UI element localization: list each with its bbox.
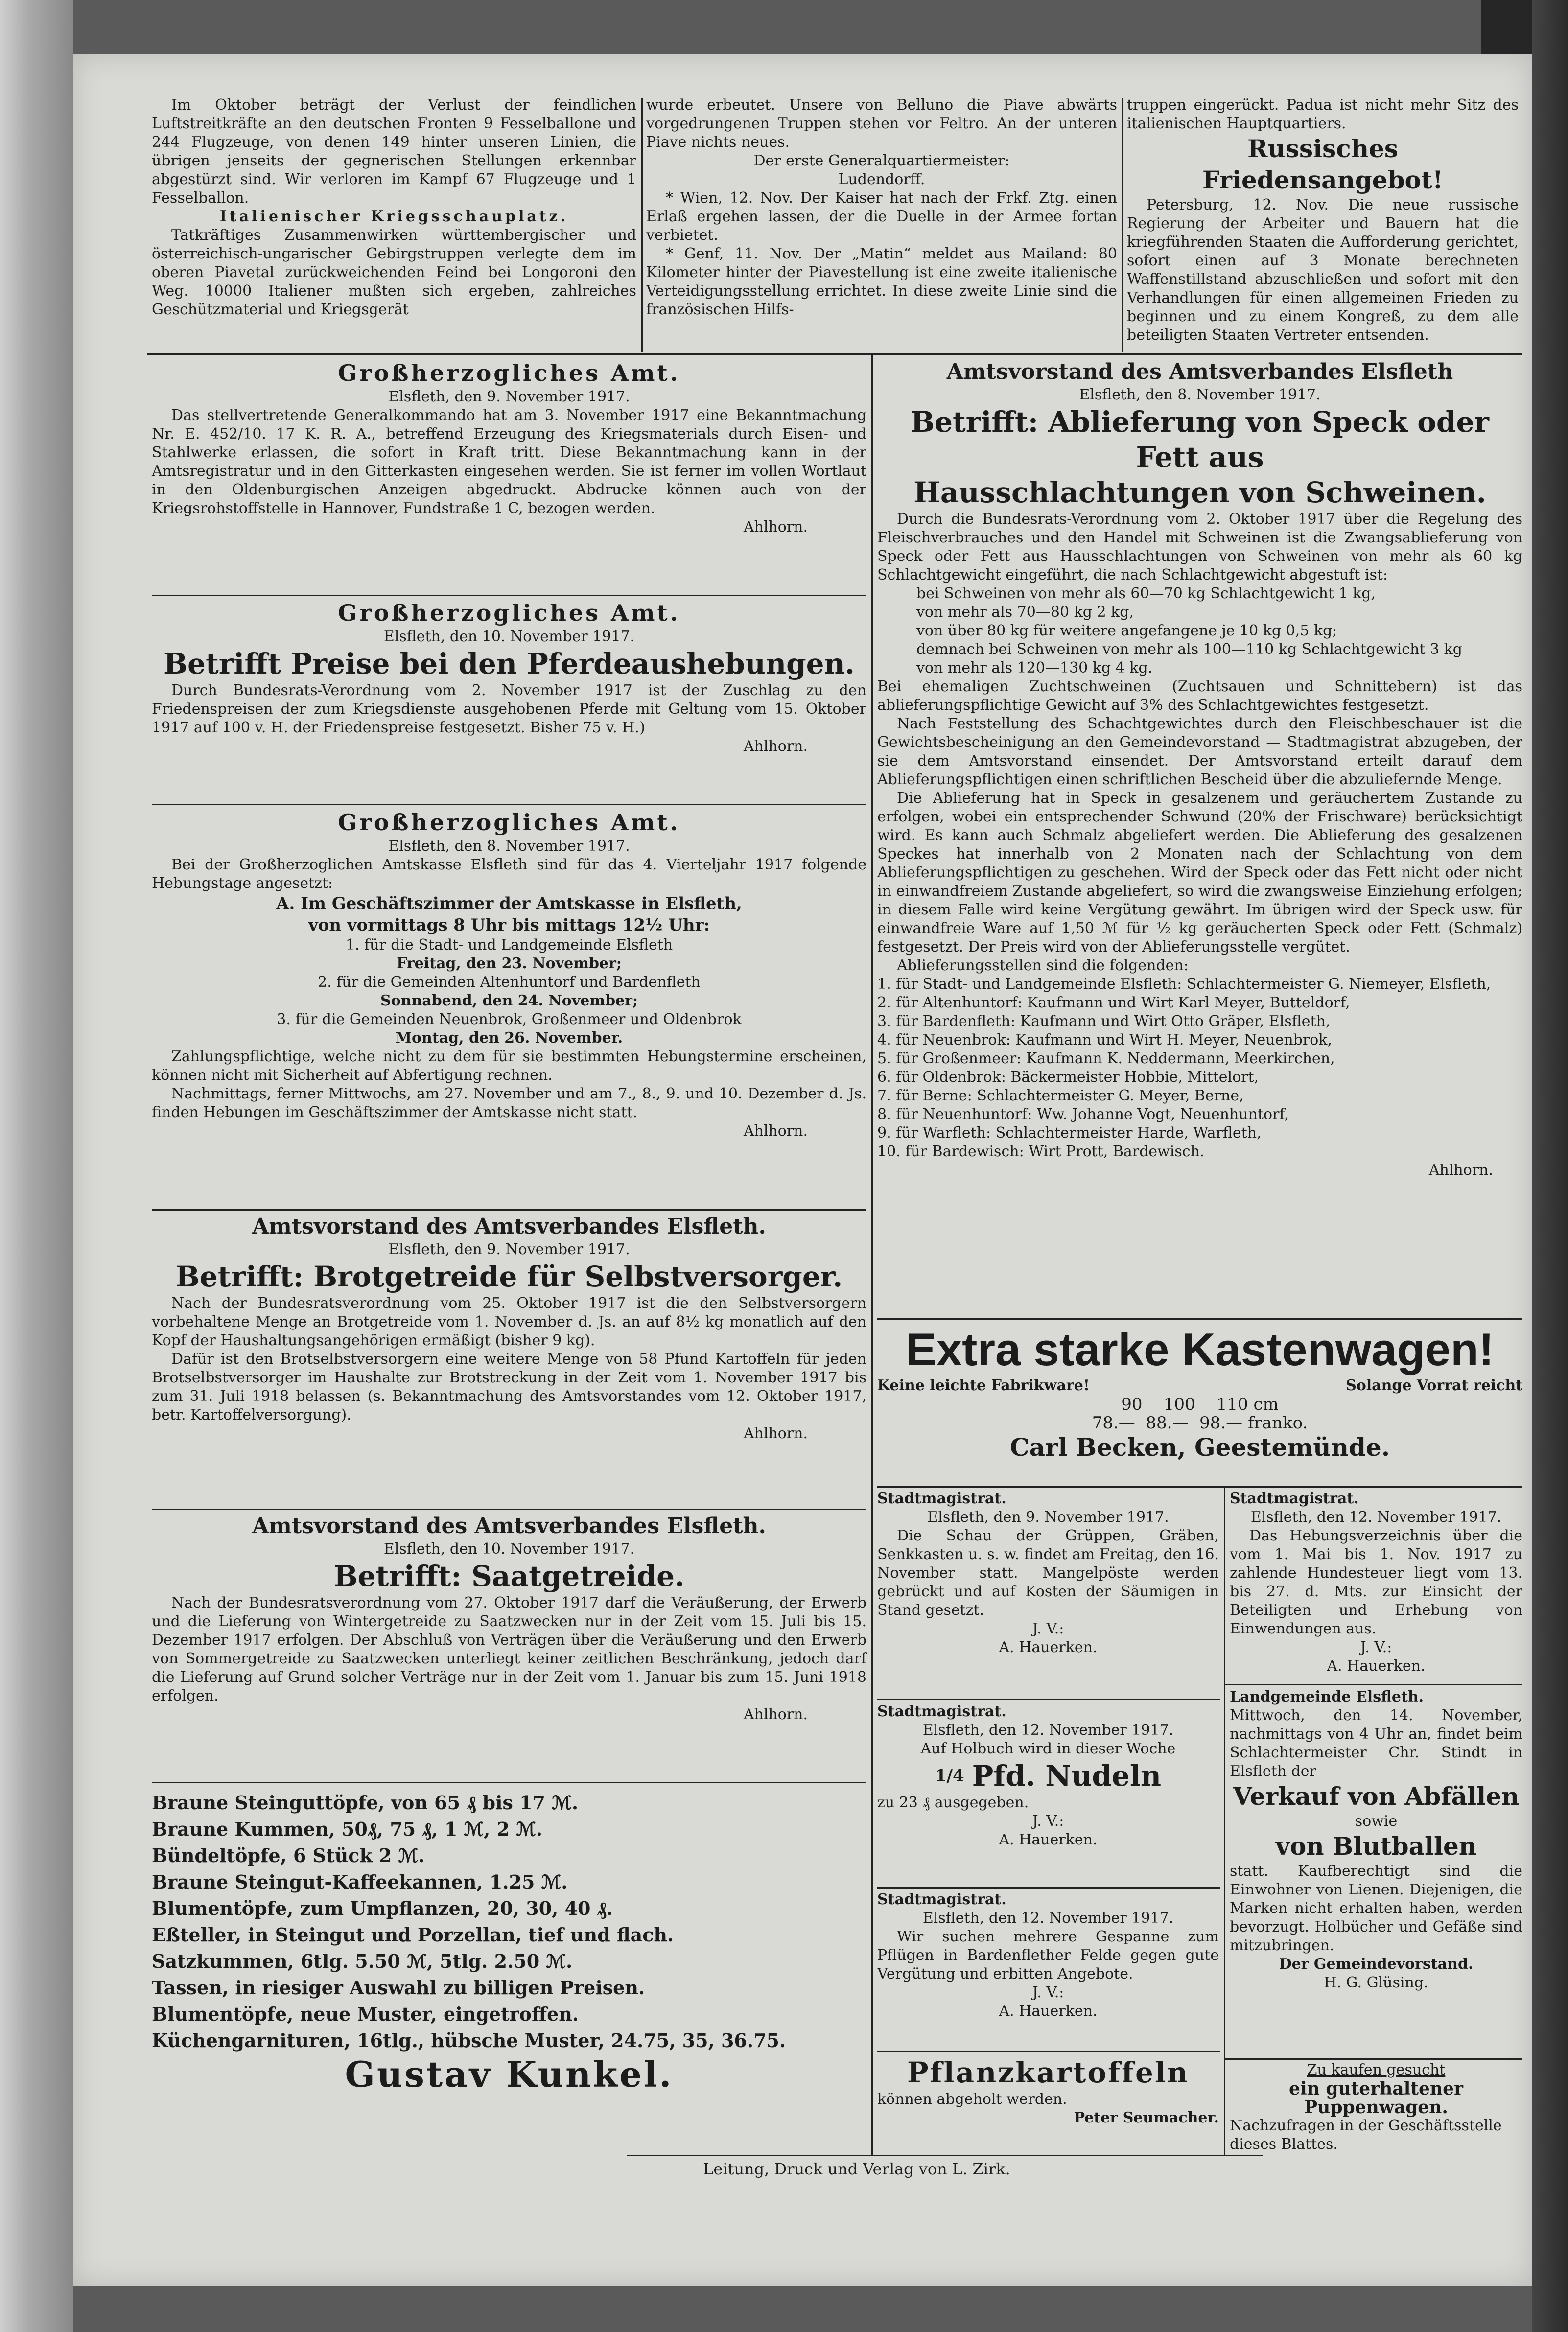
notice-text: Das stellvertretende Generalkommando hat am 3. November 1917 eine Bekanntmachung Nr. E. 452/10. 17 K. R. A., betreffend Erzeugung des Kriegsmaterials durch Eisen- und Stahlwerke erlassen, die sofort in Kraft tritt. Diese Bekanntmachung kann in der Amtsregistratur und in den Gitterkasten eingesehen werden. Sie ist ferner im vollen Wortlaut in den Oldenburgischen Anzeigen abgedruckt. Abdrucke können auch von der Kriegsrohstoffstelle in Hannover, Fundstraße 1 C, bezogen werden. — [152, 407, 866, 517]
notice-signature: J. V.: — [1032, 1813, 1064, 1830]
ad-tagline: Keine leichte Fabrikware! — [877, 1377, 1090, 1394]
notice-signature: Ahlhorn. — [1428, 1162, 1493, 1179]
notice-heading: Großherzogliches Amt. — [338, 360, 680, 386]
scale-item: von mehr als 70—80 kg 2 kg, — [916, 604, 1134, 621]
horizontal-rule — [152, 1209, 866, 1211]
notice-title: Pfd. Nudeln — [972, 1759, 1162, 1793]
notice-date: Elsfleth, den 10. November 1917. — [383, 1540, 635, 1558]
notice-date: Elsfleth, den 8. November 1917. — [388, 838, 630, 855]
horizontal-rule — [877, 2051, 1220, 2052]
footer-imprint: Leitung, Druck und Verlag von L. Zirk. — [703, 2160, 1010, 2178]
notice-date: Elsfleth, den 12. November 1917. — [1250, 1509, 1502, 1526]
horizontal-rule — [152, 1782, 866, 1783]
horizontal-rule — [147, 353, 1522, 355]
notice-title: Verkauf von Abfällen — [1233, 1782, 1520, 1811]
notice-date-item: Montag, den 26. November. — [395, 1029, 623, 1047]
ad-name: Peter Seumacher. — [1074, 2109, 1219, 2126]
notice-text: Die Schau der Grüppen, Gräben, Senkkasten u. s. w. findet am Freitag, den 16. November statt. Mangelpöste werden gebrückt und auf Kosten der Säumigen in Stand gesetzt. — [877, 1527, 1219, 1619]
scale-item: demnach bei Schweinen von mehr als 100—110 kg Schlachtgewicht 3 kg — [916, 641, 1462, 658]
next-page-edge — [1532, 0, 1568, 2332]
notice-signature: Ahlhorn. — [743, 738, 808, 755]
notice-saatgetreide — [152, 1513, 866, 1724]
notice-item: 2. für die Gemeinden Altenhuntorf und Bardenfleth — [318, 974, 701, 991]
notice-heading: Landgemeinde Elsfleth. — [1230, 1688, 1424, 1705]
notice-text: Auf Holbuch wird in dieser Woche — [920, 1740, 1176, 1757]
horizontal-rule — [152, 595, 866, 596]
horizontal-rule — [152, 1509, 866, 1510]
notice-text: Nachmittags, ferner Mittwochs, am 27. November und am 7., 8., 9. und 10. Dezember d. Js. finden Hebungen im Geschäftszimmer der Amtskasse nicht statt. — [152, 1085, 866, 1121]
notice-signature: A. Hauerken. — [999, 1831, 1098, 1848]
notice-signature: A. Hauerken. — [999, 1639, 1098, 1656]
horizontal-rule — [877, 1887, 1220, 1889]
notice-text: Nach Feststellung des Schachtgewichtes durch den Fleischbeschauer ist die Gewichtsbescheinigung an den Gemeindevorstand — Stadtmagistrat abzugeben, der sie dem Amtsvorstand einsendet. Der Amtsvorstand erteilt darauf dem Ablieferungspflichtigen einen schriftlichen Bescheid über die abzuliefernde Menge. — [877, 715, 1522, 788]
notice-text: Bei ehemaligen Zuchtschweinen (Zuchtsauen und Schnittebern) ist das ablieferungspflichtige Gewicht auf 3% des Schlachtgewichtes festgesetzt. — [877, 678, 1522, 714]
ad-title: Extra starke Kastenwagen! — [906, 1324, 1494, 1375]
ad-tagline-row — [877, 1376, 1522, 1395]
notice-text: Ablieferungsstellen sind die folgenden: — [897, 957, 1189, 974]
notice-date: Elsfleth, den 9. November 1917. — [388, 388, 630, 405]
ad-line: Blumentöpfe, neue Muster, eingetroffen. — [152, 2003, 579, 2025]
ad-line: Eßteller, in Steingut und Porzellan, tief und flach. — [152, 1924, 674, 1946]
notice-nudeln — [877, 1702, 1219, 1849]
column-divider — [1224, 1486, 1225, 2156]
notice-heading: Großherzogliches Amt. — [338, 600, 680, 626]
notice-gespanne — [877, 1890, 1219, 2021]
place-item: 4. für Neuenbrok: Kaufmann und Wirt H. Meyer, Neuenbrok, — [877, 1031, 1332, 1049]
place-item: 6. für Oldenbrok: Bäckermeister Hobbie, Mittelort, — [877, 1069, 1259, 1086]
notice-hundesteuer — [1230, 1490, 1522, 1676]
notice-date: Elsfleth, den 12. November 1917. — [922, 1722, 1174, 1739]
ad-line: Küchengarnituren, 16tlg., hübsche Muster, 24.75, 35, 36.75. — [152, 2029, 786, 2052]
notice-text: Durch Bundesrats-Verordnung vom 2. November 1917 ist der Zuschlag zu den Friedenspreisen der zum Kriegsdienste ausgehobenen Pferde mit Geltung vom 15. Oktober 1917 auf 100 v. H. der Friedenspreise festgesetzt. Bisher 75 v. H.) — [152, 682, 866, 736]
fraction: 1/4 — [935, 1766, 964, 1786]
notice-text: Nach der Bundesratsverordnung vom 25. Oktober 1917 ist die den Selbstversorgern vorbehaltene Menge an Brotgetreide vom 1. November d. Js. an auf 8½ kg monatlich auf den Kopf der Haushaltungsangehörigen ermäßigt (bisher 9 kg). — [152, 1295, 866, 1349]
signature-name: Ludendorff. — [838, 171, 925, 188]
notice-text: statt. Kaufberechtigt sind die Einwohner von Lienen. Diejenigen, die Marken nicht erhalten haben, werden bevorzugt. Holbücher und Gefäße sind mitzubringen. — [1230, 1863, 1522, 1954]
article-text: wurde erbeutet. Unsere von Belluno die Piave abwärts vorgedrungenen Truppen stehen vor Feltro. An der unteren Piave nichts neues. — [646, 96, 1117, 151]
notice-text: Bei der Großherzoglichen Amtskasse Elsfleth sind für das 4. Vierteljahr 1917 folgende Hebungstage angesetzt: — [152, 856, 866, 892]
notice-signature: J. V.: — [1360, 1639, 1392, 1656]
ad-line: Braune Kummen, 50₰, 75 ₰, 1 ℳ, 2 ℳ. — [152, 1818, 543, 1840]
horizontal-rule — [877, 1699, 1220, 1700]
notice-text: sowie — [1355, 1813, 1398, 1830]
notice-title: Hausschlachtungen von Schweinen. — [913, 476, 1486, 509]
notice-heading: Großherzogliches Amt. — [338, 809, 680, 836]
ad-line: Bündeltöpfe, 6 Stück 2 ℳ. — [152, 1844, 425, 1866]
notice-grueppen — [877, 1490, 1219, 1657]
notice-heading: Amtsvorstand des Amtsverbandes Elsfleth — [946, 359, 1453, 384]
notice-title: von Blutballen — [1275, 1832, 1477, 1861]
notice-date: Elsfleth, den 12. November 1917. — [922, 1910, 1174, 1927]
notice-item: 1. für die Stadt- und Landgemeinde Elsfleth — [345, 936, 673, 954]
notice-text: zu 23 ₰ ausgegeben. — [877, 1794, 1029, 1811]
notice-brotgetreide — [152, 1213, 866, 1443]
notice-item: 3. für die Gemeinden Neuenbrok, Großenmeer und Oldenbrok — [277, 1011, 742, 1028]
scale-item: bei Schweinen von mehr als 60—70 kg Schlachtgewicht 1 kg, — [916, 585, 1376, 602]
notice-heading: Amtsvorstand des Amtsverbandes Elsfleth. — [252, 1514, 766, 1539]
column-divider — [1122, 98, 1123, 352]
notice-heading: Amtsvorstand des Amtsverbandes Elsfleth. — [252, 1214, 766, 1239]
article-luftstreitkraefte — [152, 96, 636, 319]
ad-line: Satzkummen, 6tlg. 5.50 ℳ, 5tlg. 2.50 ℳ. — [152, 1950, 573, 1972]
place-item: 7. für Berne: Schlachtermeister G. Meyer, Berne, — [877, 1087, 1244, 1104]
article-text: Im Oktober beträgt der Verlust der feindlichen Luftstreitkräfte an den deutschen Fronten 9 Fesselballone und 244 Flugzeuge, von denen 149 hinter unseren Linien, die übrigen jenseits der gegnerischen Stellungen erkennbar abgestürzt sind. Wir verloren im Kampf 67 Flugzeuge und 1 Fesselballon. — [152, 96, 636, 207]
ad-prices: 78.— 88.— 98.— franko. — [1092, 1413, 1308, 1433]
notice-pferdeaushebungen — [152, 598, 866, 756]
scale-item: von über 80 kg für weitere angefangene je 10 kg 0,5 kg; — [916, 622, 1337, 639]
ad-line: Tassen, in riesiger Auswahl zu billigen Preisen. — [152, 1977, 645, 1999]
notice-signature: H. G. Glüsing. — [1324, 1974, 1428, 1991]
notice-signature: A. Hauerken. — [1327, 1657, 1426, 1675]
ad-line: Braune Steinguttöpfe, von 65 ₰ bis 17 ℳ. — [152, 1792, 579, 1814]
notice-text: Dafür ist den Brotselbstversorgern eine weitere Menge von 58 Pfund Kartoffeln für jeden Brotselbstversorger im Haushalte zur Brotstreckung in der Zeit vom 1. November 1917 bis zum 31. Juli 1918 belassen (s. Bekanntmachung des Amtsvorstandes vom 12. Oktober 1917, betr. Kartoffelversorgung). — [152, 1351, 866, 1423]
article-heading: Italienischer Kriegsschauplatz. — [219, 208, 569, 225]
notice-heading: Stadtmagistrat. — [877, 1891, 1006, 1908]
notice-heading: Stadtmagistrat. — [1230, 1490, 1359, 1507]
scale-item: von mehr als 120—130 kg 4 kg. — [916, 659, 1153, 676]
signature-title: Der erste Generalquartiermeister: — [753, 152, 1010, 169]
ad-name: Gustav Kunkel. — [345, 2053, 674, 2095]
notice-text: Die Ablieferung hat in Speck in gesalzenem und geräuchertem Zustande zu erfolgen, wobei ein entsprechender Schwund (20% der Frischware) berücksichtigt wird. Es kann auch Schmalz abgeliefert werden. Die Ablieferung des gesalzenen Speckes hat innerhalb von 2 Monaten nach der Schlachtung von dem Ablieferungspflichtigen zu geschehen. Wird der Speck oder das Fett nicht oder nicht in einwandfreiem Zustande abgeliefert, so wird die zwangsweise Einziehung erfolgen; in diesem Falle wird keine Vergütung gewährt. Im übrigen wird der Speck usw. für einwandfreie Ware auf 1,50 ℳ für ½ kg geräucherten Speck oder Fett (Schmalz) festgesetzt. Der Preis wird von der Ablieferungsstelle vergütet. — [877, 790, 1522, 956]
column-divider — [641, 98, 643, 352]
place-item: 5. für Großenmeer: Kaufmann K. Neddermann, Meerkirchen, — [877, 1050, 1335, 1067]
footer-rule — [627, 2155, 1263, 2156]
horizontal-rule — [877, 1318, 1522, 1320]
notice-date-item: Freitag, den 23. November; — [397, 955, 622, 972]
notice-title: Betrifft: Brotgetreide für Selbstversorger. — [175, 1260, 843, 1293]
notice-text: Zahlungspflichtige, welche nicht zu dem für sie bestimmten Hebungstermine erscheinen, können nicht mit Sicherheit auf Abfertigung rechnen. — [152, 1048, 866, 1084]
place-item: 2. für Altenhuntorf: Kaufmann und Wirt Karl Meyer, Butteldorf, — [877, 994, 1350, 1011]
notice-signature: J. V.: — [1032, 1984, 1064, 2001]
column-divider — [871, 353, 873, 2155]
ad-title: ein guterhaltener Puppenwagen. — [1289, 2078, 1463, 2118]
notice-date: Elsfleth, den 8. November 1917. — [1079, 386, 1321, 403]
ad-tagline: Solange Vorrat reicht — [1346, 1377, 1522, 1394]
notice-signature: Ahlhorn. — [743, 518, 808, 536]
notice-hebungstage — [152, 808, 866, 1141]
notice-text: Wir suchen mehrere Gespanne zum Pflügen in Bardenflether Felde gegen gute Vergütung und erbitten Angebote. — [877, 1928, 1219, 1982]
horizontal-rule — [877, 1486, 1522, 1488]
notice-text: Mittwoch, den 14. November, nachmittags von 4 Uhr an, findet beim Schlachtermeister Chr. Stindt in Elsfleth der — [1230, 1707, 1522, 1780]
notice-date: Elsfleth, den 9. November 1917. — [927, 1509, 1169, 1526]
article-text: truppen eingerückt. Padua ist nicht mehr Sitz des italienischen Hauptquartiers. — [1127, 96, 1519, 132]
place-item: 3. für Bardenfleth: Kaufmann und Wirt Otto Gräper, Elsfleth, — [877, 1013, 1331, 1030]
notice-title: Betrifft: Ablieferung von Speck oder Fett aus — [911, 405, 1489, 474]
notice-subheading: A. Im Geschäftszimmer der Amtskasse in Elsfleth, — [276, 894, 742, 913]
book-spine — [0, 0, 73, 2332]
notice-signature: J. V.: — [1032, 1620, 1064, 1637]
notice-subheading: von vormittags 8 Uhr bis mittags 12½ Uhr: — [308, 915, 710, 935]
article-title: Russisches Friedensangebot! — [1202, 134, 1443, 194]
ad-line: Braune Steingut-Kaffeekannen, 1.25 ℳ. — [152, 1871, 568, 1893]
notice-text: Das Hebungsverzeichnis über die vom 1. Mai bis 1. Nov. 1917 zu zahlende Hundesteuer liegt vom 13. bis 27. d. Mts. zur Einsicht der Beteiligten und Erhebung von Einwendungen aus. — [1230, 1527, 1522, 1637]
notice-signature: A. Hauerken. — [999, 2003, 1098, 2020]
ad-sizes: 90 100 110 cm — [1121, 1395, 1279, 1414]
notice-title: Betrifft: Saatgetreide. — [333, 1560, 685, 1593]
place-item: 9. für Warfleth: Schlachtermeister Harde, Warfleth, — [877, 1124, 1262, 1142]
article-friedensangebot — [1127, 96, 1519, 345]
notice-text: Durch die Bundesrats-Verordnung vom 2. Oktober 1917 über die Regelung des Fleischverbrauches und den Handel mit Schweinen ist die Zwangsablieferung von Speck oder Fett aus Hausschlachtungen von Schweinen von mehr als 60 kg Schlachtgewicht eingeführt, die nach Schlachtgewicht abgestuft ist: — [877, 511, 1522, 583]
horizontal-rule — [1225, 2058, 1522, 2060]
notice-heading: Stadtmagistrat. — [877, 1490, 1006, 1507]
horizontal-rule — [1225, 1684, 1522, 1685]
notice-date-item: Sonnabend, den 24. November; — [380, 992, 638, 1009]
ad-pflanzkartoffeln — [877, 2055, 1219, 2127]
notice-title: Betrifft Preise bei den Pferdeaushebungen. — [164, 647, 855, 680]
ad-text: können abgeholt werden. — [877, 2091, 1067, 2108]
notice-text: Nach der Bundesratsverordnung vom 27. Oktober 1917 darf die Veräußerung, der Erwerb und die Lieferung von Wintergetreide zu Saatzwecken nur in der Zeit vom 15. Juli bis 15. Dezember 1917 erfolgen. Der Abschluß von Verträgen über die Veräußerung und den Erwerb von Sommergetreide zu Saatzwecken unterliegt keiner zeitlichen Beschränkung, jedoch darf die Lieferung auf Grund solcher Verträge nur in der Zeit vom 1. Januar bis zum 15. Juni 1918 erfolgen. — [152, 1594, 866, 1704]
ad-line: Blumentöpfe, zum Umpflanzen, 20, 30, 40 ₰. — [152, 1897, 613, 1919]
article-piave — [646, 96, 1117, 319]
horizontal-rule — [152, 804, 866, 805]
article-text: * Genf, 11. Nov. Der „Matin“ meldet aus Mailand: 80 Kilometer hinter der Piavestellung ist eine zweite italienische Verteidigungsstellung errichtet. In diese zweite Linie sind die französischen Hilfs- — [646, 245, 1117, 318]
notice-signature: Ahlhorn. — [743, 1122, 808, 1140]
notice-date: Elsfleth, den 10. November 1917. — [383, 628, 635, 645]
nudeln-title-row — [877, 1758, 1219, 1794]
ad-puppenwagen — [1230, 2061, 1522, 2154]
ad-kunkel — [152, 1790, 866, 2095]
ad-kastenwagen — [877, 1323, 1522, 1463]
notice-signature: Ahlhorn. — [743, 1706, 808, 1723]
place-item: 1. für Stadt- und Landgemeinde Elsfleth: Schlachtermeister G. Niemeyer, Elsfleth, — [877, 976, 1491, 993]
article-text: * Wien, 12. Nov. Der Kaiser hat nach der Frkf. Ztg. einen Erlaß ergehen lassen, der die Duelle in der Armee fortan verbietet. — [646, 189, 1117, 244]
notice-date: Elsfleth, den 9. November 1917. — [388, 1241, 630, 1258]
place-item: 8. für Neuenhuntorf: Ww. Johanne Vogt, Neuenhuntorf, — [877, 1106, 1289, 1123]
ad-heading: Zu kaufen gesucht — [1307, 2061, 1446, 2078]
notice-speck — [877, 358, 1522, 1180]
ad-title: Pflanzkartoffeln — [907, 2056, 1190, 2089]
notice-signature: Der Gemeindevorstand. — [1279, 1956, 1474, 1973]
ad-name: Carl Becken, Geestemünde. — [1009, 1433, 1390, 1462]
notice-abfaelle — [1230, 1688, 1522, 1992]
notice-amt-generalkommando — [152, 358, 866, 536]
article-text: Tatkräftiges Zusammenwirken württembergischer und österreichisch-ungarischer Gebirgstruppen verlegte dem im oberen Piavetal zurückweichenden Feind bei Longoroni den Weg. 10000 Italiener mußten sich ergeben, zahlreiches Geschützmaterial und Kriegsgerät — [152, 227, 636, 318]
notice-signature: Ahlhorn. — [743, 1425, 808, 1442]
notice-heading: Stadtmagistrat. — [877, 1703, 1006, 1720]
article-text: Petersburg, 12. Nov. Die neue russische Regierung der Arbeiter und Bauern hat die kriegführenden Staaten die Aufforderung gerichtet, sofort einen auf 3 Monate berechneten Waffenstillstand abzuschließen und sofort mit den Verhandlungen für einen allgemeinen Frieden zu beginnen und zu einem Kongreß, zu dem alle beteiligten Staaten Vertreter entsenden. — [1127, 196, 1519, 344]
place-item: 10. für Bardewisch: Wirt Prott, Bardewisch. — [877, 1143, 1205, 1160]
ad-text: Nachzufragen in der Geschäftsstelle dieses Blattes. — [1230, 2117, 1502, 2153]
